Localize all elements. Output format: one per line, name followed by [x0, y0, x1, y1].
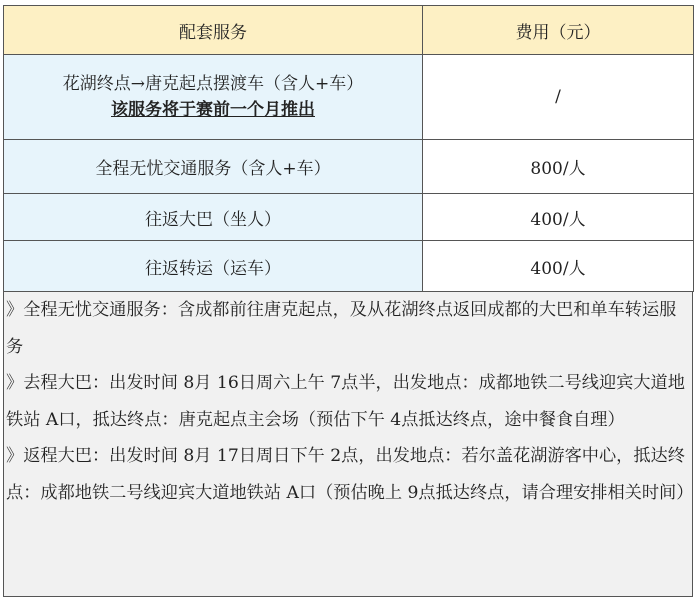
- table-row: [4, 194, 694, 241]
- table-row: [4, 140, 694, 194]
- table-row: [4, 241, 694, 292]
- header-service: 配套服务: [4, 6, 423, 55]
- note-paragraph: 》返程大巴：出发时间 8月 17日周日下午 2点，出发地点：若尔盖花湖游客中心，抵达终点：成都地铁二号线迎宾大道地铁站 A口（预估晚上 9点抵达终点，请合理安排相关时间）: [6, 446, 694, 503]
- service-name: 花湖终点→唐克起点摆渡车（含人+车）: [62, 74, 364, 94]
- note-paragraph: 》去程大巴：出发时间 8月 16日周六上午 7点半，出发地点：成都地铁二号线迎宾大道地铁站 A口，抵达终点：唐克起点主会场（预估下午 4点抵达终点，途中餐食自理）: [6, 373, 685, 430]
- table-row: [4, 55, 694, 140]
- table-header-row: [4, 6, 694, 55]
- cost-cell: 400/人: [423, 194, 694, 241]
- cost-cell: 400/人: [423, 241, 694, 292]
- service-cell: 往返大巴（坐人）: [4, 194, 423, 241]
- service-cell: 往返转运（运车）: [4, 241, 423, 292]
- notes-box: [3, 292, 693, 597]
- service-cell: 全程无忧交通服务（含人+车）: [4, 140, 423, 194]
- header-cost: 费用（元）: [423, 6, 694, 55]
- cost-cell: /: [423, 55, 694, 140]
- note-paragraph: 》全程无忧交通服务：含成都前往唐克起点，及从花湖终点返回成都的大巴和单车转运服务: [6, 300, 677, 357]
- cost-cell: 800/人: [423, 140, 694, 194]
- service-cell: [4, 55, 423, 140]
- service-fee-table: [3, 5, 694, 292]
- service-fee-sheet: [3, 5, 693, 597]
- service-note: 该服务将于赛前一个月推出: [111, 100, 315, 120]
